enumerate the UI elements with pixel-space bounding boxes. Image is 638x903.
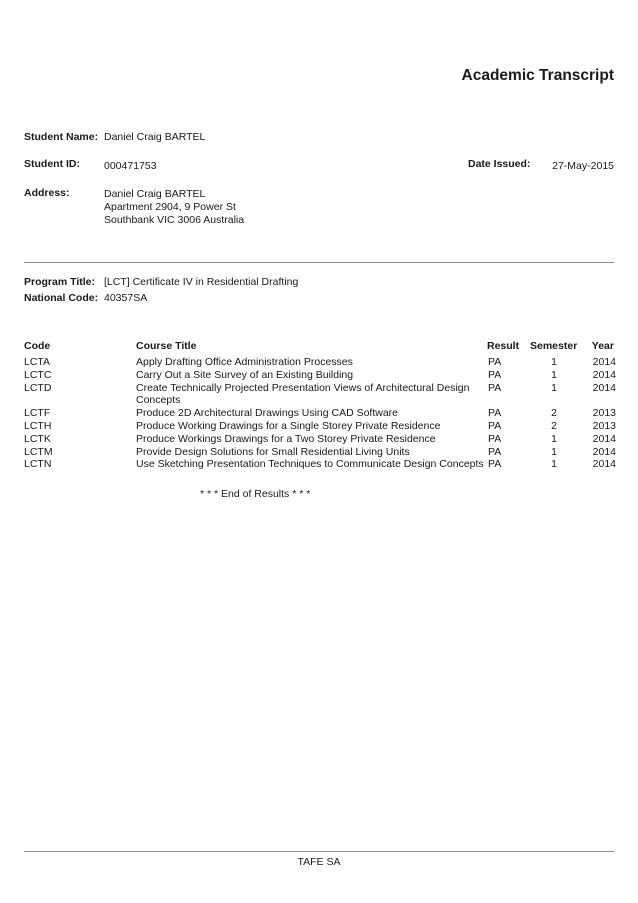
course-result: PA: [488, 458, 502, 471]
course-title: Apply Drafting Office Administration Processes: [136, 356, 353, 368]
course-semester: 1: [551, 432, 557, 445]
document-title: Academic Transcript: [461, 67, 614, 84]
course-title: Create Technically Projected Presentation Views of Architectural Design Concepts: [136, 381, 470, 407]
table-row: [24, 458, 616, 471]
course-year: 2014: [592, 381, 616, 394]
course-semester: 1: [551, 381, 557, 394]
course-year: 2013: [592, 407, 616, 420]
course-code: LCTA: [24, 356, 51, 368]
header-semester: Semester: [530, 340, 578, 352]
footer-text: TAFE SA: [297, 856, 341, 868]
table-row: [24, 369, 616, 382]
course-title: Produce Working Drawings for a Single Storey Private Residence: [136, 419, 441, 432]
header-course-title: Course Title: [136, 340, 197, 352]
course-semester: 1: [551, 445, 557, 458]
student-id: 000471753: [104, 160, 157, 172]
student-name-label: Student Name:: [24, 131, 99, 143]
table-row: [24, 382, 616, 408]
course-year: 2014: [592, 432, 616, 445]
address-label: Address:: [24, 187, 70, 199]
program-title-label: Program Title:: [24, 276, 95, 288]
header-year: Year: [591, 340, 614, 352]
address-block: [104, 188, 244, 227]
student-id-label: Student ID:: [24, 158, 80, 170]
header-code: Code: [24, 340, 51, 352]
course-semester: 1: [551, 458, 557, 471]
course-title: Provide Design Solutions for Small Residential Living Units: [136, 445, 410, 458]
table-row: [24, 446, 616, 459]
course-title: Produce 2D Architectural Drawings Using CAD Software: [136, 407, 399, 420]
table-row: [24, 420, 616, 433]
course-year: 2014: [592, 368, 616, 381]
end-of-results: * * * End of Results * * *: [200, 488, 311, 500]
course-semester: 2: [551, 419, 557, 432]
course-year: 2014: [592, 445, 616, 458]
course-result: PA: [488, 381, 502, 394]
course-code: LCTM: [24, 445, 53, 458]
course-code: LCTH: [24, 419, 52, 432]
course-semester: 1: [551, 356, 557, 368]
course-code: LCTN: [24, 458, 52, 471]
course-result: PA: [488, 419, 502, 432]
date-issued-label: Date Issued:: [468, 158, 531, 170]
course-code: LCTK: [24, 432, 51, 445]
table-row: [24, 433, 616, 446]
footer-divider: [24, 851, 614, 852]
address-line-2: Apartment 2904, 9 Power St: [104, 201, 236, 213]
national-code-label: National Code:: [24, 292, 99, 304]
course-title: Carry Out a Site Survey of an Existing Building: [136, 368, 354, 381]
course-result: PA: [488, 407, 502, 420]
course-result: PA: [488, 432, 502, 445]
course-result: PA: [488, 445, 502, 458]
course-semester: 2: [551, 407, 557, 420]
table-row: [24, 356, 616, 369]
address-line-1: Daniel Craig BARTEL: [104, 188, 206, 200]
course-year: 2013: [592, 419, 616, 432]
course-result: PA: [488, 368, 502, 381]
national-code: 40357SA: [104, 292, 148, 304]
course-year: 2014: [592, 458, 616, 471]
course-title: Use Sketching Presentation Techniques to Communicate Design Concepts: [136, 458, 484, 471]
results-table: [24, 356, 616, 471]
table-row: [24, 407, 616, 420]
date-issued: 27-May-2015: [552, 160, 614, 172]
header-result: Result: [487, 340, 520, 352]
course-code: LCTF: [24, 407, 51, 420]
course-title: Produce Workings Drawings for a Two Storey Private Residence: [136, 432, 436, 445]
course-result: PA: [488, 356, 502, 368]
course-code: LCTD: [24, 381, 52, 394]
course-code: LCTC: [24, 368, 52, 381]
course-year: 2014: [592, 356, 616, 368]
section-divider: [24, 262, 614, 263]
course-semester: 1: [551, 368, 557, 381]
student-name: Daniel Craig BARTEL: [104, 131, 206, 143]
address-line-3: Southbank VIC 3006 Australia: [104, 214, 245, 226]
program-title: [LCT] Certificate IV in Residential Drafting: [104, 276, 299, 288]
